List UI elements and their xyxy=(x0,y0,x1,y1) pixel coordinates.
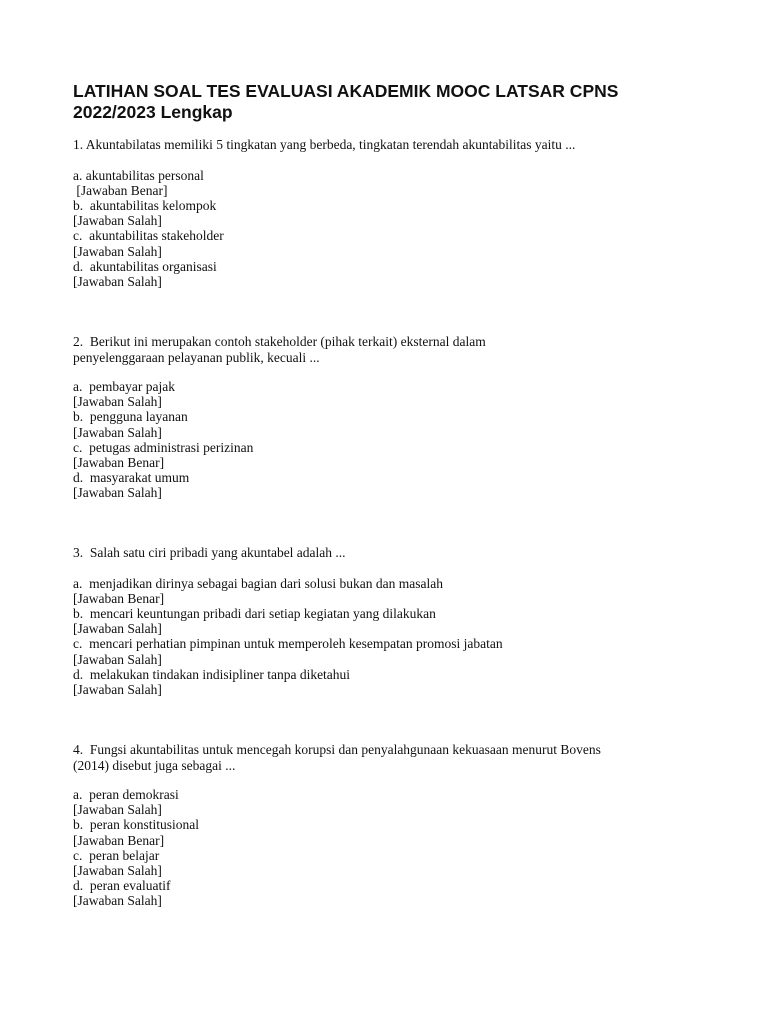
option-d: d. peran evaluatif xyxy=(73,878,171,894)
question-2 xyxy=(73,334,713,501)
question-1 xyxy=(73,137,713,289)
option-c: c. peran belajar xyxy=(73,847,160,863)
question-stem xyxy=(73,545,713,561)
option-d: d. masyarakat umum xyxy=(73,470,190,486)
option-c: c. akuntabilitas stakeholder xyxy=(73,228,224,244)
question-stem xyxy=(73,334,713,365)
option-d: d. akuntabilitas organisasi xyxy=(73,258,217,274)
option-b: b. peran konstitusional xyxy=(73,817,199,833)
option-d-result: [Jawaban Salah] xyxy=(73,273,162,289)
option-a-result: [Jawaban Benar] xyxy=(73,590,165,606)
option-a-result: [Jawaban Salah] xyxy=(73,394,162,410)
question-3 xyxy=(73,545,713,697)
option-a-result: [Jawaban Benar] xyxy=(73,182,168,198)
option-b-result: [Jawaban Benar] xyxy=(73,832,165,848)
option-c: c. mencari perhatian pimpinan untuk memperoleh kesempatan promosi jabatan xyxy=(73,636,503,652)
option-d: d. melakukan tindakan indisipliner tanpa diketahui xyxy=(73,666,351,682)
option-b-result: [Jawaban Salah] xyxy=(73,621,162,637)
question-stem-line-1: 1. Akuntabilatas memiliki 5 tingkatan yang berbeda, tingkatan terendah akuntabilitas yaitu ... xyxy=(73,137,576,152)
question-stem-line-1: 4. Fungsi akuntabilitas untuk mencegah korupsi dan penyalahgunaan kekuasaan menurut Bovens xyxy=(73,742,601,757)
option-c-result: [Jawaban Benar] xyxy=(73,455,165,471)
option-b-result: [Jawaban Salah] xyxy=(73,424,162,440)
option-c-result: [Jawaban Salah] xyxy=(73,651,162,667)
question-4 xyxy=(73,742,713,909)
page-title xyxy=(73,81,713,123)
question-stem-line-2: (2014) disebut juga sebagai ... xyxy=(73,757,236,773)
option-a: a. pembayar pajak xyxy=(73,379,175,394)
question-stem-line-1: 3. Salah satu ciri pribadi yang akuntabel adalah ... xyxy=(73,545,346,560)
option-b-result: [Jawaban Salah] xyxy=(73,213,162,229)
option-list xyxy=(73,379,713,501)
option-d-result: [Jawaban Salah] xyxy=(73,893,162,909)
title-line-2: 2022/2023 Lengkap xyxy=(73,102,233,122)
option-c-result: [Jawaban Salah] xyxy=(73,863,162,879)
option-d-result: [Jawaban Salah] xyxy=(73,681,162,697)
option-list xyxy=(73,168,713,290)
option-c-result: [Jawaban Salah] xyxy=(73,243,162,259)
option-a: a. menjadikan dirinya sebagai bagian dari solusi bukan dan masalah xyxy=(73,575,444,591)
question-stem xyxy=(73,137,713,153)
option-a: a. peran demokrasi xyxy=(73,787,179,802)
option-a: a. akuntabilitas personal xyxy=(73,167,204,183)
option-list xyxy=(73,576,713,698)
option-c: c. petugas administrasi perizinan xyxy=(73,439,254,455)
option-a-result: [Jawaban Salah] xyxy=(73,802,162,818)
option-b: b. mencari keuntungan pribadi dari setiap kegiatan yang dilakukan xyxy=(73,605,436,621)
option-b: b. pengguna layanan xyxy=(73,409,188,425)
question-stem-line-2: penyelenggaraan pelayanan publik, kecuali ... xyxy=(73,349,320,365)
option-list xyxy=(73,787,713,909)
option-b: b. akuntabilitas kelompok xyxy=(73,197,217,213)
title-line-1: LATIHAN SOAL TES EVALUASI AKADEMIK MOOC LATSAR CPNS xyxy=(73,81,619,101)
question-stem xyxy=(73,742,713,773)
question-stem-line-1: 2. Berikut ini merupakan contoh stakeholder (pihak terkait) eksternal dalam xyxy=(73,334,486,349)
option-d-result: [Jawaban Salah] xyxy=(73,485,162,501)
